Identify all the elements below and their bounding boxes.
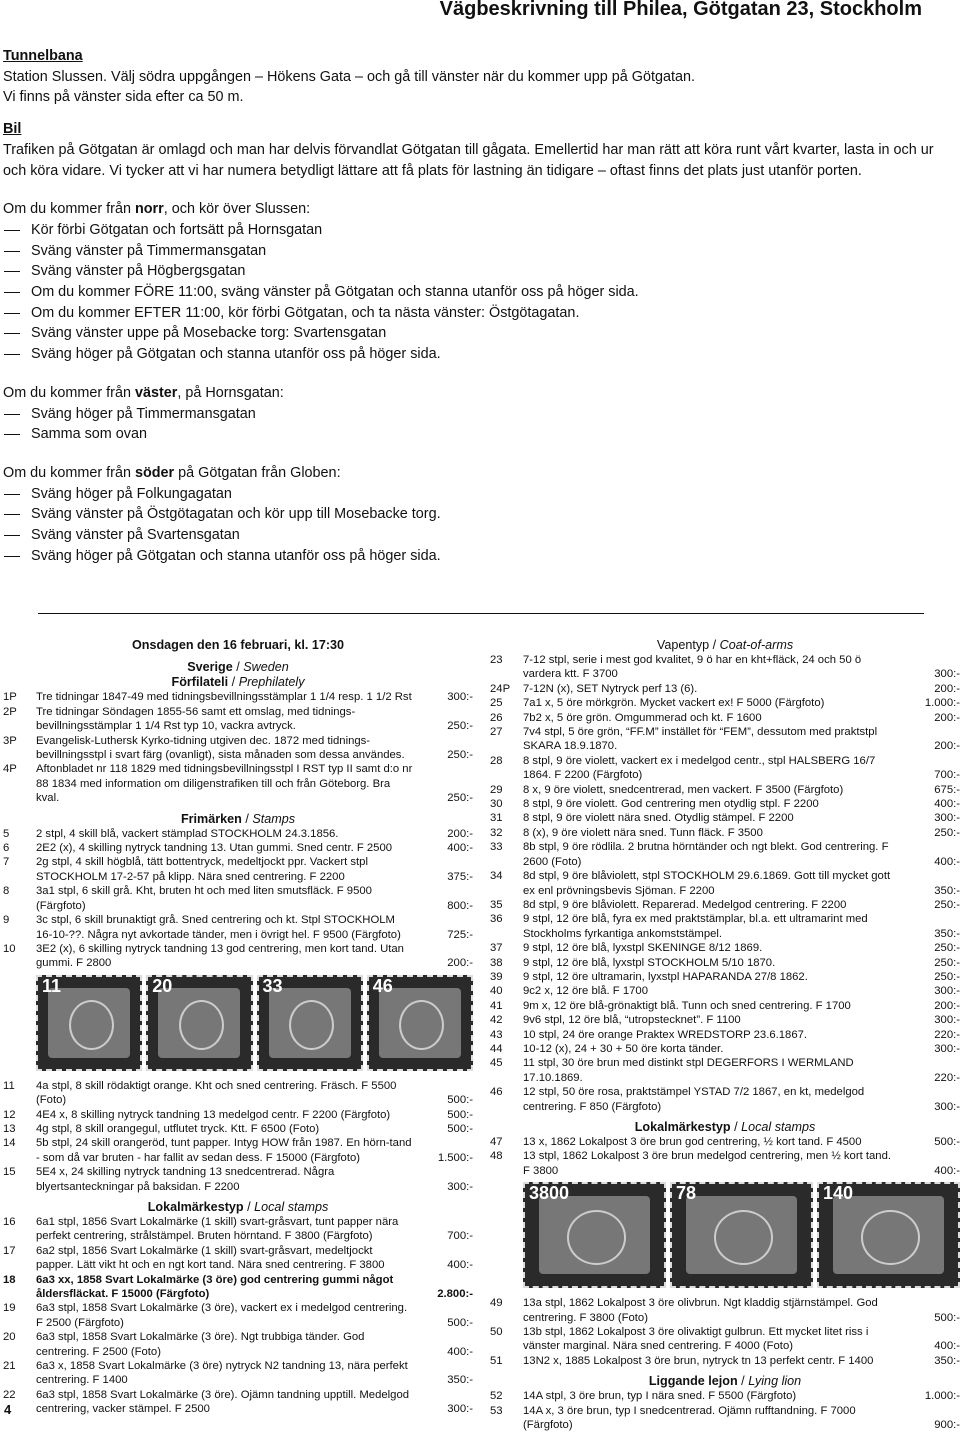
lot-number: 9	[3, 914, 10, 927]
lot-number: 5	[3, 827, 10, 840]
lot-price: 300:-	[447, 1180, 473, 1193]
lot-description: 3E2 (x), 6 skilling nytryck tandning 13 god centrering, men kort tand. Utan gummi. F 2800	[36, 942, 404, 970]
lot-price: 250:-	[934, 956, 960, 969]
lot-price: 350:-	[934, 884, 960, 897]
lot-description: 4a stpl, 8 skill rödaktigt orange. Kht och sned centrering. Fräsch. F 5500 (Foto)	[36, 1079, 397, 1107]
lot-description: 9v6 stpl, 12 öre blå, “utropstecknet”. F 1100	[523, 1014, 741, 1027]
bil-heading: Bil	[3, 121, 22, 138]
lot-price: 300:-	[934, 1100, 960, 1113]
lot-number: 32	[490, 826, 503, 839]
lot-description: 8 stpl, 9 öre violett, vackert ex i medelgod centr., stpl HALSBERG 16/7 1864. F 2200 (Färgfoto)	[523, 754, 876, 782]
lot-number: 25	[490, 697, 503, 710]
lot-description: 4E4 x, 8 skilling nytryck tandning 13 medelgod centr. F 2200 (Färgfoto)	[36, 1108, 391, 1121]
lot-number: 19	[3, 1302, 16, 1315]
direction-step: Sväng höger på Timmermansgatan	[3, 404, 953, 425]
lot-item	[490, 999, 960, 1013]
lot-item	[3, 913, 473, 942]
lot-description: 10-12 (x), 24 + 30 + 50 öre korta tänder.	[523, 1042, 724, 1055]
lot-description: 9 stpl, 12 öre blå, lyxstpl SKENINGE 8/12 1869.	[523, 942, 763, 955]
lot-price: 400:-	[447, 842, 473, 855]
lot-description: 8 x, 9 öre violett, snedcentrerad, men vackert. F 3500 (Färgfoto)	[523, 783, 844, 796]
lot-price: 700:-	[447, 1230, 473, 1243]
lot-description: 10 stpl, 24 öre orange Praktex WREDSTORP 23.6.1867.	[523, 1028, 808, 1041]
lot-price: 300:-	[934, 985, 960, 998]
lot-price: 900:-	[934, 1419, 960, 1432]
section-title-liggande: Liggande lejon / Lying lion	[648, 1374, 802, 1389]
section-title-forfilateli: Förfilateli / Prephilately	[171, 675, 305, 690]
lot-price: 500:-	[447, 1108, 473, 1121]
divider	[38, 613, 924, 614]
lot-item	[3, 855, 473, 884]
lot-number: 30	[490, 798, 503, 811]
lot-price: 200:-	[447, 827, 473, 840]
stamp-image	[523, 1182, 666, 1288]
lot-item	[490, 840, 960, 869]
direction-step: Sväng höger på Götgatan och stanna utanför oss på höger sida.	[3, 546, 953, 567]
lot-price: 200:-	[934, 740, 960, 753]
lot-price: 250:-	[447, 749, 473, 762]
lot-price: 400:-	[934, 798, 960, 811]
lot-item	[3, 1244, 473, 1273]
lot-number: 14	[3, 1137, 16, 1150]
lot-price: 300:-	[447, 1403, 473, 1416]
direction-step: Om du kommer EFTER 11:00, kör förbi Götgatan, och ta nästa vänster: Östgötagatan.	[3, 303, 953, 324]
lot-description: Aftonbladet nr 118 1829 med tidningsbevillningsstpl I RST typ II samt d:o nr 88 1834 med information om diligenstrafiken till och från Göteborg. Bra kval.	[36, 763, 413, 805]
lot-price: 800:-	[447, 899, 473, 912]
lot-price: 350:-	[934, 927, 960, 940]
lot-price: 250:-	[934, 970, 960, 983]
lot-number: 41	[490, 999, 503, 1012]
lot-number: 49	[490, 1297, 503, 1310]
lot-price: 300:-	[447, 691, 473, 704]
lot-price: 220:-	[934, 1028, 960, 1041]
lot-price: 500:-	[934, 1136, 960, 1148]
stamp-lot-label: 20	[152, 975, 173, 996]
lot-description: 6a3 stpl, 1858 Svart Lokalmärke (3 öre). Ngt trubbiga tänder. God centrering. F 2500 (Foto)	[36, 1331, 365, 1358]
lot-item	[3, 1079, 473, 1108]
lot-item	[3, 1330, 473, 1359]
lot-number: 20	[3, 1331, 16, 1344]
lot-item	[490, 797, 960, 811]
lot-price: 250:-	[934, 942, 960, 955]
lot-item	[490, 912, 960, 941]
lot-number: 15	[3, 1166, 16, 1179]
lot-number: 10	[3, 942, 16, 955]
lot-description: 6a2 stpl, 1856 Svart Lokalmärke (1 skill) svart-gråsvart, medeltjockt papper. Lätt vikt ht och en ngt kort tand. Nära sned centrering. F 3800	[36, 1244, 385, 1272]
stamp-lot-label: 11	[42, 975, 62, 996]
stamp-images	[36, 975, 473, 1071]
direction-step: Sväng vänster på Timmermansgatan	[3, 241, 953, 262]
lot-price: 300:-	[934, 1014, 960, 1027]
lot-description: Tre tidningar 1847-49 med tidningsbevillningsstämplar 1 1/4 resp. 1 1/2 Rst	[36, 691, 412, 704]
lot-number: 13	[3, 1122, 16, 1135]
lot-description: 8d stpl, 9 öre blåviolett, stpl STOCKHOLM 29.6.1869. Gott till mycket gott ex enl prövningsbevis Sjöman. F 2200	[523, 870, 891, 897]
lot-item	[3, 1273, 473, 1302]
lot-number: 47	[490, 1136, 503, 1148]
lot-number: 3P	[3, 734, 17, 747]
soder-intro: Om du kommer från söder på Götgatan från Globen:	[3, 464, 341, 481]
lot-number: 36	[490, 913, 503, 926]
lot-description: 12 stpl, 50 öre rosa, praktstämpel YSTAD 7/2 1867, en kt, medelgod centrering. F 850 (Färgfoto)	[523, 1086, 865, 1113]
lot-number: 27	[490, 726, 503, 739]
lot-description: 7b2 x, 5 öre grön. Omgummerad och kt. F 1600	[523, 711, 762, 724]
lot-price: 350:-	[447, 1374, 473, 1387]
lot-description: Evangelisk-Luthersk Kyrko-tidning utgiven dec. 1872 med tidnings-bevillningsstpl i svart färg (ovanligt), sista månaden som dessa användes.	[36, 734, 405, 762]
direction-step: Sväng höger på Götgatan och stanna utanför oss på höger sida.	[3, 344, 953, 365]
tunnelbana-line: Station Slussen. Välj södra uppgången – Hökens Gata – och gå till vänster när du kommer upp på Götgatan.	[3, 68, 695, 85]
lot-item	[490, 696, 960, 710]
lot-price: 220:-	[934, 1071, 960, 1084]
lot-price: 500:-	[934, 1311, 960, 1324]
stamp-lot-label: 140	[823, 1183, 854, 1204]
lot-description: 13a stpl, 1862 Lokalpost 3 öre olivbrun. Ngt kladdig stjärnstämpel. God centrering. F 3800 (Foto)	[523, 1297, 878, 1324]
page-number: 4	[4, 1402, 12, 1417]
lot-price: 300:-	[934, 1042, 960, 1055]
lot-price: 400:-	[447, 1259, 473, 1272]
lot-list	[3, 1079, 473, 1194]
stamp-lot-label: 46	[372, 975, 393, 996]
lot-number: 43	[490, 1028, 503, 1041]
lot-item	[3, 734, 473, 763]
lot-item	[490, 1042, 960, 1056]
lot-item	[490, 1085, 960, 1114]
lot-item	[490, 898, 960, 912]
lot-number: 52	[490, 1390, 503, 1403]
direction-step: Sväng höger på Folkungagatan	[3, 484, 953, 505]
stamp-lot-label: 3800	[529, 1183, 570, 1204]
lot-list	[3, 1215, 473, 1417]
lot-description: 13b stpl, 1862 Lokalpost 3 öre olivaktigt gulbrun. Ett mycket litet riss i vänster marginal. Nära sned centrering. F 4000 (Foto)	[523, 1326, 869, 1353]
section-title-frimarken: Frimärken / Stamps	[180, 811, 296, 826]
catalogue-left-column	[3, 638, 473, 1417]
lot-number: 35	[490, 898, 503, 911]
lot-description: 8b stpl, 9 öre rödlila. 2 brutna hörntänder och ngt blekt. God centrering. F 2600 (Foto)	[523, 841, 889, 868]
lot-number: 44	[490, 1042, 503, 1055]
lot-description: Tre tidningar Söndagen 1855-56 samt ett omslag, med tidnings-bevillningsstämplar 1 1/4 Rst typ 10, vackra avtryck.	[36, 705, 356, 733]
lot-item	[3, 1388, 473, 1417]
stamp-image	[367, 975, 473, 1071]
page-title: Vägbeskrivning till Philea, Götgatan 23, Stockholm	[439, 0, 922, 20]
section-title-lokal: Lokalmärkestyp / Local stamps	[147, 1199, 329, 1214]
lot-price: 250:-	[934, 898, 960, 911]
lot-list	[490, 1389, 960, 1432]
lot-price: 2.800:-	[437, 1288, 473, 1300]
lot-list	[3, 690, 473, 805]
lot-item	[3, 705, 473, 734]
lot-number: 21	[3, 1360, 16, 1373]
lot-price: 500:-	[447, 1094, 473, 1107]
lot-item	[490, 1028, 960, 1042]
lot-list	[490, 1135, 960, 1178]
section-title-sverige: Sverige / Sweden	[187, 660, 289, 675]
lot-description: 7a1 x, 5 öre mörkgrön. Mycket vackert ex! F 5000 (Färgfoto)	[523, 697, 825, 710]
lot-item	[490, 682, 960, 696]
lot-item	[3, 1108, 473, 1122]
lot-description: 9 stpl, 12 öre ultramarin, lyxstpl HAPARANDA 27/8 1862.	[523, 970, 808, 983]
lot-item	[490, 869, 960, 898]
stamp-image	[36, 975, 142, 1071]
lot-price: 200:-	[447, 957, 473, 970]
lot-number: 38	[490, 956, 503, 969]
lot-description: 9 stpl, 12 öre blå, lyxstpl STOCKHOLM 5/10 1870.	[523, 956, 776, 969]
lot-price: 400:-	[934, 855, 960, 868]
lot-price: 400:-	[934, 1340, 960, 1353]
lot-item	[490, 754, 960, 783]
lot-description: 8d stpl, 9 öre blåviolett. Reparerad. Medelgod centrering. F 2200	[523, 898, 847, 911]
lot-description: 2E2 (x), 4 skilling nytryck tandning 13. Utan gummi. Sned centr. F 2500	[36, 842, 393, 855]
lot-price: 250:-	[447, 720, 473, 733]
tunnelbana-heading: Tunnelbana	[3, 48, 83, 64]
lot-item	[490, 1149, 960, 1178]
lot-description: 14A stpl, 3 öre brun, typ I nära sned. F 5500 (Färgfoto)	[523, 1390, 797, 1403]
lot-item	[490, 1354, 960, 1368]
lot-description: 6a3 x, 1858 Svart Lokalmärke (3 öre) nytryck N2 tandning 13, nära perfekt centrering. F 1400	[36, 1360, 408, 1387]
lot-description: 8 stpl, 9 öre violett. God centrering men otydlig stpl. F 2200	[523, 798, 819, 811]
directions	[3, 46, 953, 566]
lot-item	[490, 1135, 960, 1149]
stamp-image	[817, 1182, 960, 1288]
lot-number: 8	[3, 885, 10, 898]
lot-price: 400:-	[934, 1164, 960, 1177]
lot-description: 4g stpl, 8 skill orangegul, utflutet tryck. Ktt. F 6500 (Foto)	[36, 1122, 320, 1135]
lot-description: 5b stpl, 24 skill orangeröd, tunt papper. Intyg HOW från 1987. En hörn-tand - som då var bruten - har fallit av sedan dess. F 15000 (Färgfoto)	[36, 1137, 412, 1164]
lot-item	[490, 956, 960, 970]
lot-price: 400:-	[447, 1345, 473, 1358]
stamp-lot-label: 78	[676, 1183, 697, 1204]
lot-item	[490, 711, 960, 725]
direction-step: Sväng vänster uppe på Mosebacke torg: Svartensgatan	[3, 323, 953, 344]
lot-item	[3, 1165, 473, 1194]
stamp-lot-label: 33	[262, 975, 283, 996]
lot-price: 500:-	[447, 1122, 473, 1135]
lot-number: 17	[3, 1244, 16, 1257]
norr-intro: Om du kommer från norr, och kör över Slussen:	[3, 201, 311, 218]
bil-text: Trafiken på Götgatan är omlagd och man har delvis förvandlat Götgatan till gågata. Emellertid har man rätt att köra runt vårt kvarter, lasta in och ur och köra vidare. Vi tycker att vi har numera betydligt lättare att få plats för lastning än tidigare – oftast finns det plats just utanför porten.	[3, 141, 934, 179]
lot-number: 4P	[3, 763, 17, 776]
lot-price: 1.500:-	[437, 1151, 473, 1164]
lot-description: 14A x, 3 öre brun, typ I snedcentrerad. Ojämn rufftandning. F 7000 (Färgfoto)	[523, 1404, 856, 1432]
lot-number: 12	[3, 1108, 16, 1121]
tunnelbana-line: Vi finns på vänster sida efter ca 50 m.	[3, 89, 244, 106]
lot-number: 7	[3, 856, 10, 869]
lot-price: 1.000:-	[924, 1390, 960, 1403]
lot-item	[490, 941, 960, 955]
lot-list	[3, 827, 473, 971]
lot-number: 28	[490, 754, 503, 767]
lot-price: 300:-	[934, 668, 960, 681]
lot-description: 6a3 stpl, 1858 Svart Lokalmärke (3 öre). Ojämn tandning upptill. Medelgod centrering, vacker stämpel. F 2500	[36, 1388, 410, 1416]
lot-item	[490, 783, 960, 797]
lot-description: 7-12 stpl, serie i mest god kvalitet, 9 ö har en kht+fläck, 24 och 50 ö vardera ktt. F 3700	[523, 654, 862, 681]
lot-number: 11	[3, 1079, 15, 1092]
stamp-image	[146, 975, 252, 1071]
lot-description: 8 stpl, 9 öre violett nära sned. Otydlig stämpel. F 2200	[523, 812, 794, 825]
stamp-images	[523, 1182, 960, 1288]
lot-number: 45	[490, 1057, 503, 1070]
lot-number: 42	[490, 1014, 503, 1027]
stamp-image	[670, 1182, 813, 1288]
lot-number: 48	[490, 1150, 503, 1163]
lot-description: 2g stpl, 4 skill högblå, tätt bottentryck, medeltjockt ppr. Vackert stpl STOCKHOLM 17-2-57 på klipp. Nära sned centrering. F 2200	[36, 856, 368, 883]
lot-item	[3, 827, 473, 841]
lot-number: 22	[3, 1388, 16, 1401]
lot-item	[490, 970, 960, 984]
lot-price: 675:-	[934, 783, 960, 796]
direction-step: Samma som ovan	[3, 424, 953, 445]
direction-step: Sväng vänster på Svartensgatan	[3, 525, 953, 546]
lot-item	[490, 1056, 960, 1085]
lot-item	[3, 1136, 473, 1165]
lot-price: 1.000:-	[924, 697, 960, 710]
lot-number: 40	[490, 985, 503, 998]
lot-price: 500:-	[447, 1316, 473, 1329]
lot-item	[3, 1301, 473, 1330]
lot-description: 9c2 x, 12 öre blå. F 1700	[523, 985, 648, 998]
lot-price: 200:-	[934, 682, 960, 695]
lot-description: 7-12N (x), SET Nytryck perf 13 (6).	[523, 682, 698, 695]
lot-price: 200:-	[934, 999, 960, 1012]
lot-description: 13 stpl, 1862 Lokalpost 3 öre brun medelgod centrering, men ½ kort tand. F 3800	[523, 1150, 892, 1177]
lot-number: 24P	[490, 682, 511, 695]
lot-number: 33	[490, 841, 503, 854]
lot-number: 34	[490, 870, 503, 883]
direction-step: Sväng vänster på Högbergsgatan	[3, 261, 953, 282]
lot-description: 6a1 stpl, 1856 Svart Lokalmärke (1 skill) svart-gråsvart, tunt papper nära perfekt centrering, strålstämpel. Bruten hörntand. F 3800 (Färgfoto)	[36, 1215, 399, 1243]
lot-item	[3, 1215, 473, 1244]
lot-item	[490, 1389, 960, 1403]
lot-number: 39	[490, 970, 503, 983]
lot-item	[490, 811, 960, 825]
lot-item	[3, 942, 473, 971]
lot-description: 3a1 stpl, 6 skill grå. Kht, bruten ht och med liten smutsfläck. F 9500 (Färgfoto)	[36, 885, 372, 912]
lot-number: 18	[3, 1273, 16, 1286]
lot-number: 16	[3, 1215, 16, 1228]
lot-price: 250:-	[447, 792, 473, 805]
lot-price: 200:-	[934, 711, 960, 724]
lot-number: 23	[490, 654, 503, 666]
lot-number: 51	[490, 1354, 503, 1367]
lot-description: 8 (x), 9 öre violett nära sned. Tunn fläck. F 3500	[523, 826, 763, 839]
lot-number: 6	[3, 842, 10, 855]
stamp-image	[257, 975, 363, 1071]
lot-item	[3, 1359, 473, 1388]
lot-description: 5E4 x, 24 skilling nytryck tandning 13 snedcentrerad. Några blyertsanteckningar på baksidan. F 2200	[36, 1166, 335, 1193]
lot-item	[490, 1325, 960, 1354]
lot-price: 350:-	[934, 1354, 960, 1367]
lot-item	[3, 690, 473, 704]
lot-description: 9m x, 12 öre blå-grönaktigt blå. Tunn och sned centrering. F 1700	[523, 999, 851, 1012]
lot-item	[490, 984, 960, 998]
lot-description: 6a3 xx, 1858 Svart Lokalmärke (3 öre) god centrering gummi något åldersfläckat. F 15000 (Färgfoto)	[36, 1273, 394, 1300]
lot-description: 9 stpl, 12 öre blå, fyra ex med praktstämplar, bl.a. ett ultramarint med Stockholms fyrkantiga ankomststämpel.	[523, 913, 868, 940]
lot-list	[490, 653, 960, 1114]
lot-item	[490, 826, 960, 840]
section-title-vapentyp: Vapentyp / Coat-of-arms	[656, 638, 794, 652]
direction-step: Sväng vänster på Östgötagatan och kör upp till Mosebacke torg.	[3, 504, 953, 525]
lot-description: 7v4 stpl, 5 öre grön, “FF.M” instället för “FEM”, dessutom med praktstpl SKARA 18.9.1870.	[523, 726, 878, 753]
lot-description: 6a3 stpl, 1858 Svart Lokalmärke (3 öre), vackert ex i medelgod centrering. F 2500 (Färgfoto)	[36, 1302, 408, 1329]
lot-item	[490, 1013, 960, 1027]
lot-number: 31	[490, 812, 503, 825]
lot-number: 46	[490, 1086, 503, 1099]
lot-description: 2 stpl, 4 skill blå, vackert stämplad STOCKHOLM 24.3.1856.	[36, 827, 339, 840]
lot-item	[3, 1122, 473, 1136]
lot-price: 725:-	[447, 928, 473, 941]
lot-number: 2P	[3, 705, 17, 718]
direction-step: Om du kommer FÖRE 11:00, sväng vänster på Götgatan och stanna utanför oss på höger sida.	[3, 282, 953, 303]
lot-price: 300:-	[934, 812, 960, 825]
lot-item	[3, 762, 473, 805]
lot-list	[490, 1296, 960, 1368]
lot-item	[490, 1404, 960, 1432]
lot-description: 13 x, 1862 Lokalpost 3 öre brun god centrering, ½ kort tand. F 4500	[523, 1136, 862, 1148]
direction-step: Kör förbi Götgatan och fortsätt på Hornsgatan	[3, 220, 953, 241]
lot-item	[490, 653, 960, 682]
lot-price: 250:-	[934, 826, 960, 839]
vaster-intro: Om du kommer från väster, på Hornsgatan:	[3, 384, 284, 401]
lot-description: 13N2 x, 1885 Lokalpost 3 öre brun, nytryck tn 13 perfekt centr. F 1400	[523, 1354, 874, 1367]
lot-number: 53	[490, 1404, 503, 1417]
lot-number: 1P	[3, 691, 17, 704]
lot-number: 50	[490, 1326, 503, 1339]
lot-description: 3c stpl, 6 skill brunaktigt grå. Sned centrering och kt. Stpl STOCKHOLM 16-10-??. Några nyt avkortade tänder, men i övrigt hel. F 9500 (Färgfoto)	[36, 914, 401, 941]
section-title-lokal-right: Lokalmärkestyp / Local stamps	[634, 1120, 816, 1134]
lot-description: 11 stpl, 30 öre brun med distinkt stpl DEGERFORS I WERMLAND 17.10.1869.	[523, 1057, 854, 1084]
lot-item	[3, 841, 473, 855]
lot-price: 700:-	[934, 769, 960, 782]
lot-number: 29	[490, 783, 503, 796]
auction-date: Onsdagen den 16 februari, kl. 17:30	[131, 638, 345, 652]
lot-item	[490, 1296, 960, 1325]
lot-number: 37	[490, 942, 503, 955]
lot-item	[3, 884, 473, 913]
lot-price: 375:-	[447, 870, 473, 883]
lot-item	[490, 725, 960, 754]
catalogue-right-column	[490, 638, 960, 1432]
lot-number: 26	[490, 711, 503, 724]
